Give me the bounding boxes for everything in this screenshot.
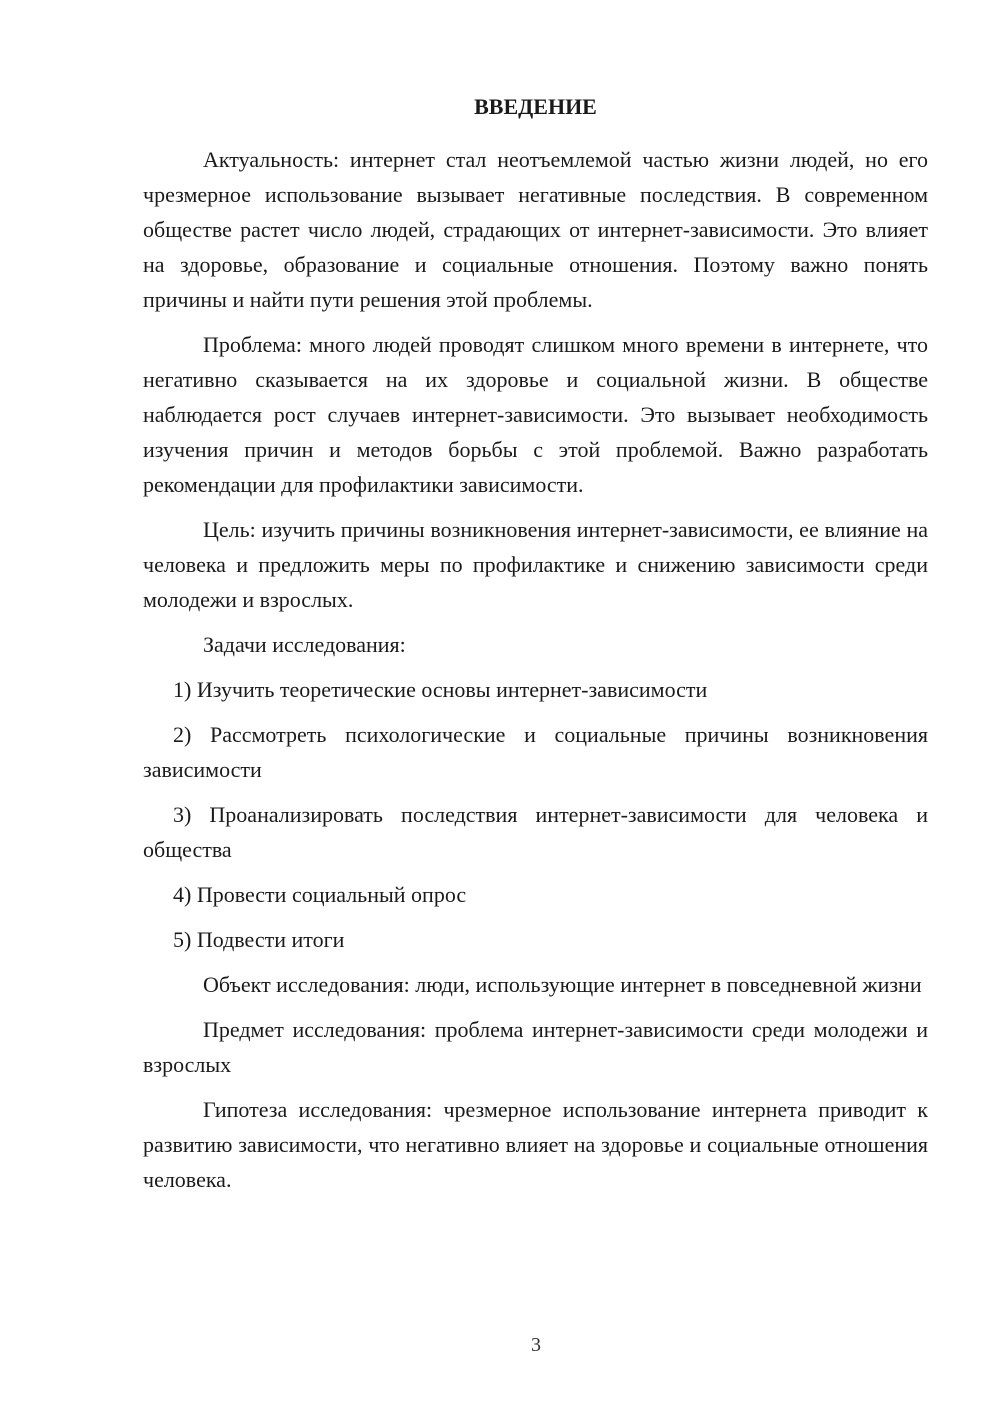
task-item: 1) Изучить теоретические основы интернет-зависимости [173, 677, 708, 702]
task-item: 3) Проанализировать последствия интернет-зависимости для человека и общества [143, 802, 928, 862]
task-item: 4) Провести социальный опрос [173, 882, 467, 907]
relevance-paragraph: Актуальность: интернет стал неотъемлемой частью жизни людей, но его чрезмерное использование вызывает негативные последствия. В современном обществе растет число людей, страдающих от интернет-зависимости. Это влияет на здоровье, образование и социальные отношения. Поэтому важно понять причины и найти пути решения этой проблемы. [143, 147, 928, 312]
object-paragraph: Объект исследования: люди, использующие интернет в повседневной жизни [203, 972, 922, 997]
hypothesis-paragraph: Гипотеза исследования: чрезмерное использование интернета приводит к развитию зависимости, что негативно влияет на здоровье и социальные отношения человека. [143, 1097, 928, 1192]
task-item: 2) Рассмотреть психологические и социальные причины возникновения зависимости [143, 722, 928, 782]
task-item: 5) Подвести итоги [173, 927, 345, 952]
subject-paragraph: Предмет исследования: проблема интернет-зависимости среди молодежи и взрослых [143, 1017, 928, 1077]
tasks-heading: Задачи исследования: [203, 632, 406, 657]
document-body [143, 142, 928, 1207]
page-number: 3 [531, 1334, 541, 1356]
problem-paragraph: Проблема: много людей проводят слишком много времени в интернете, что негативно сказывается на их здоровье и социальной жизни. В обществе наблюдается рост случаев интернет-зависимости. Это вызывает необходимость изучения причин и методов борьбы с этой проблемой. Важно разработать рекомендации для профилактики зависимости. [143, 332, 928, 497]
page-title: ВВЕДЕНИЕ [474, 94, 597, 119]
goal-paragraph: Цель: изучить причины возникновения интернет-зависимости, ее влияние на человека и предложить меры по профилактике и снижению зависимости среди молодежи и взрослых. [143, 517, 928, 612]
